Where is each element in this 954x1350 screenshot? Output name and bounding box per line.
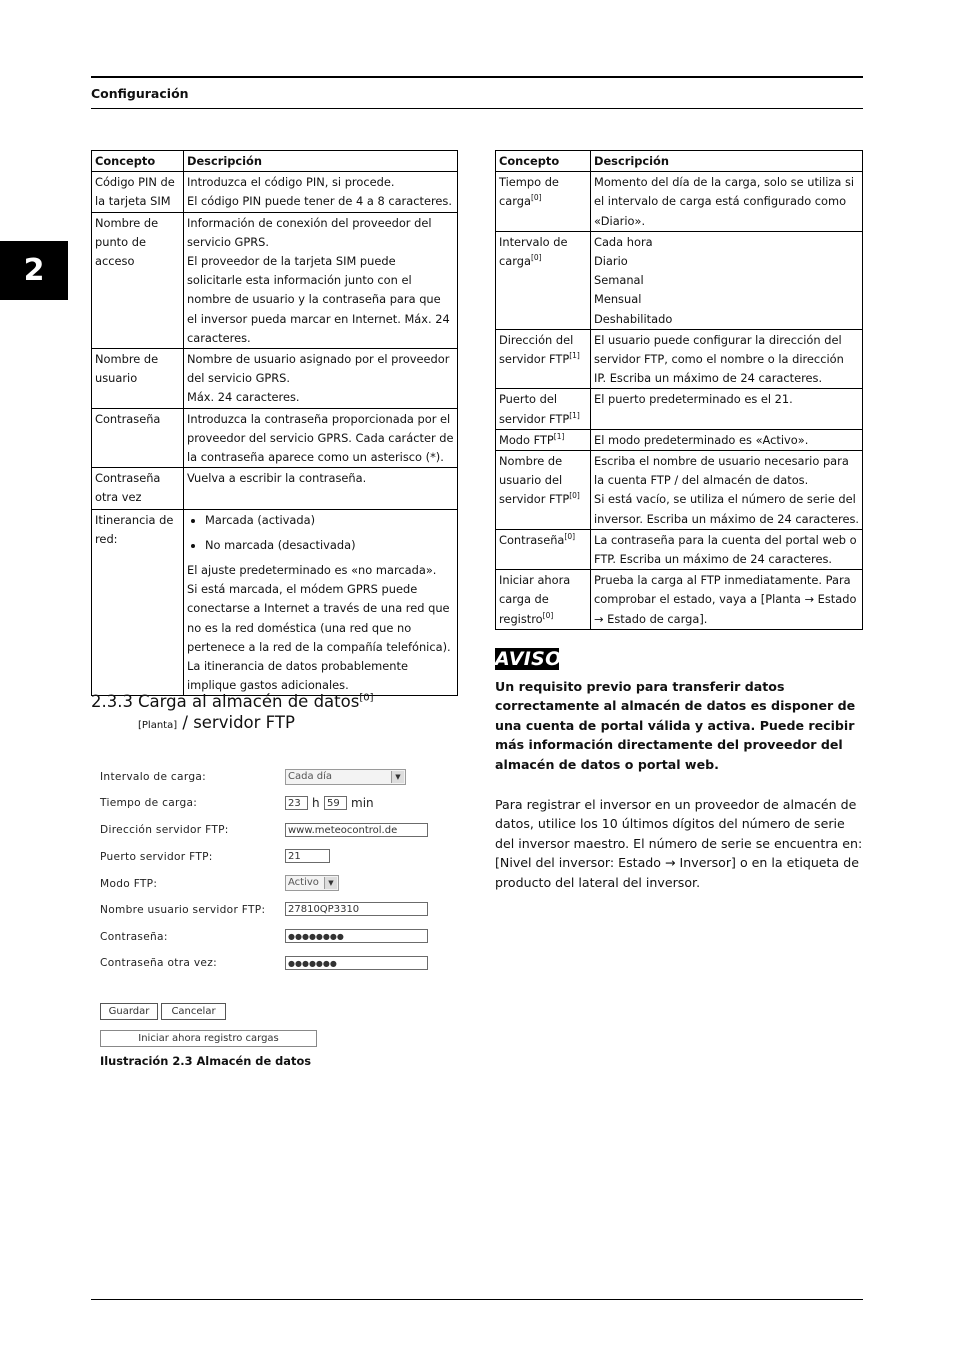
description-line: Máx. 24 caracteres.	[187, 390, 300, 405]
concept-text: Tiempo de carga	[499, 175, 559, 209]
description-line: Prueba la carga al FTP inmediatamente. Para comprobar el estado, vaya a [Planta → Estado → Estado de carga].	[594, 573, 857, 626]
header-top-rule	[91, 76, 863, 78]
concept-text: Iniciar ahora carga de registro	[499, 573, 571, 626]
password-confirm-input[interactable]: ●●●●●●●	[285, 956, 428, 970]
section-title-suffix: / servidor FTP	[177, 713, 295, 732]
description-line: Introduzca el código PIN, si procede.	[187, 175, 395, 190]
description-cell	[591, 451, 863, 530]
table-row	[92, 509, 458, 696]
ftp-address-input[interactable]: www.meteocontrol.de	[285, 823, 428, 837]
description-line: Si está vacío, se utiliza el número de serie del inversor. Escriba un máximo de 24 caracteres.	[594, 492, 860, 526]
body-paragraph: Para registrar el inversor en un proveedor de almacén de datos, utilice los 10 últimos dígitos del número de serie del inversor maestro. El número de serie se encuentra en: [Nivel del inversor: Estado → Inversor] o en la etiqueta de producto del lateral del inversor.	[495, 797, 863, 890]
description-line: El usuario puede configurar la dirección del servidor FTP, como el nombre o la dirección IP. Escriba un máximo de 24 caracteres.	[594, 332, 844, 386]
table-row	[92, 349, 458, 409]
table-row	[92, 408, 458, 468]
description-line: Mensual	[594, 292, 642, 307]
ftp-settings-table	[495, 150, 863, 630]
table-row	[496, 172, 863, 232]
description-line: Nombre de usuario asignado por el proveedor del servicio GPRS.	[187, 352, 450, 386]
password-label: Contraseña:	[100, 931, 168, 943]
concept-cell: Contraseña	[92, 408, 184, 468]
list-item: • No marcada (desactivada)	[205, 536, 454, 555]
description-line: Información de conexión del proveedor del servicio GPRS.	[187, 215, 432, 249]
concept-cell: Nombre de usuario	[92, 349, 184, 409]
table-header-row	[496, 151, 863, 172]
upload-time-label: Tiempo de carga:	[100, 797, 198, 809]
password-confirm-label: Contraseña otra vez:	[100, 957, 217, 969]
concept-cell	[496, 329, 591, 389]
description-cell	[184, 408, 458, 468]
footer-rule	[91, 1299, 863, 1300]
footnote-ref: [1]	[553, 432, 565, 442]
footnote-ref: [1]	[569, 351, 580, 361]
table-row	[496, 231, 863, 329]
description-cell	[184, 468, 458, 509]
description-cell	[591, 329, 863, 389]
concept-cell	[496, 529, 591, 569]
section-number: 2.3.3	[91, 692, 133, 711]
header-concept: Concepto	[92, 151, 184, 172]
concept-cell	[496, 231, 591, 329]
description-cell	[591, 529, 863, 569]
concept-text: Contraseña	[499, 532, 565, 547]
concept-text: Dirección del servidor FTP	[499, 332, 574, 367]
description-line: Momento del día de la carga, solo se utiliza si el intervalo de carga está configurado como «Diario».	[594, 175, 855, 228]
description-line: Semanal	[594, 273, 644, 288]
concept-cell: Contraseña otra vez	[92, 468, 184, 509]
upload-hours-input[interactable]: 23	[285, 796, 308, 810]
concept-cell	[496, 429, 591, 450]
table-row	[496, 429, 863, 450]
gprs-settings-table	[91, 150, 458, 696]
roaming-options-list	[187, 511, 454, 555]
ftp-port-label: Puerto servidor FTP:	[100, 851, 213, 863]
header-concept: Concepto	[496, 151, 591, 172]
table-row	[92, 212, 458, 348]
description-line: El modo predeterminado es «Activo».	[594, 432, 809, 447]
description-cell	[591, 231, 863, 329]
section-title-text: Carga al almacén de datos	[138, 692, 360, 711]
description-line: La itinerancia de datos probablemente implique gastos adicionales.	[187, 659, 408, 693]
upload-interval-select[interactable]	[285, 769, 406, 785]
cancel-button[interactable]: Cancelar	[161, 1003, 226, 1020]
description-line: Introduzca la contraseña proporcionada por el proveedor del servicio GPRS. Cada carácter de la contraseña aparece como un asterisco (*).	[187, 411, 454, 465]
table-row	[496, 570, 863, 630]
footnote-ref: [0]	[530, 193, 542, 203]
description-line: El puerto predeterminado es el 21.	[594, 392, 793, 407]
datalogger-ftp-form	[91, 760, 451, 1060]
table-row	[496, 329, 863, 389]
ftp-port-input[interactable]: 21	[285, 849, 330, 863]
ftp-mode-value: Activo	[288, 877, 319, 888]
table-row	[92, 172, 458, 212]
description-cell	[184, 172, 458, 212]
hours-unit: h	[312, 796, 320, 810]
description-cell	[591, 172, 863, 232]
concept-text: Intervalo de carga	[499, 234, 568, 269]
upload-interval-label: Intervalo de carga:	[100, 771, 206, 783]
footnote-ref: [0]	[569, 491, 580, 501]
description-line: La contraseña para la cuenta del portal web o FTP. Escriba un máximo de 24 caracteres.	[594, 532, 857, 567]
table-header-row	[92, 151, 458, 172]
header-description: Descripción	[591, 151, 863, 172]
table-row	[496, 529, 863, 569]
section-title-sup: [0]	[359, 692, 374, 704]
table-row	[92, 468, 458, 509]
description-cell	[591, 389, 863, 429]
header-bottom-rule	[91, 108, 863, 109]
footnote-ref: [0]	[530, 253, 542, 263]
description-cell	[184, 349, 458, 409]
ftp-mode-select[interactable]	[285, 875, 339, 891]
ftp-mode-label: Modo FTP:	[100, 878, 158, 890]
description-line: Diario	[594, 254, 628, 269]
description-line: Vuelva a escribir la contraseña.	[187, 471, 367, 486]
ftp-username-input[interactable]: 27810QP3310	[285, 902, 428, 916]
ftp-username-label: Nombre usuario servidor FTP:	[100, 904, 266, 916]
description-line: El proveedor de la tarjeta SIM puede solicitarle esta información junto con el nombre de usuario y la contraseña para que el inversor pueda marcar en Internet. Máx. 24 caracteres.	[187, 254, 450, 345]
footnote-ref: [0]	[564, 532, 576, 542]
concept-text: Puerto del servidor FTP	[499, 392, 570, 426]
concept-cell: Código PIN de la tarjeta SIM	[92, 172, 184, 212]
section-title-line2	[138, 713, 295, 736]
footnote-ref: [0]	[542, 610, 554, 620]
upload-interval-value: Cada día	[288, 771, 333, 782]
header-description: Descripción	[184, 151, 458, 172]
minutes-unit: min	[351, 796, 374, 810]
ftp-address-label: Dirección servidor FTP:	[100, 824, 229, 836]
concept-cell	[496, 451, 591, 530]
description-cell	[591, 570, 863, 630]
concept-text: Nombre de usuario del servidor FTP	[499, 454, 570, 507]
concept-cell	[496, 389, 591, 429]
upload-now-button[interactable]: Iniciar ahora registro cargas	[100, 1030, 317, 1047]
notice-label: AVISO!	[495, 648, 571, 670]
description-cell	[184, 212, 458, 348]
description-line: Escriba el nombre de usuario necesario para la cuenta FTP / del almacén de datos.	[594, 454, 849, 488]
figure-caption: Ilustración 2.3 Almacén de datos	[100, 1054, 312, 1068]
chapter-tab: 2	[0, 241, 68, 300]
save-button[interactable]: Guardar	[100, 1003, 158, 1020]
concept-cell: Nombre de punto de acceso	[92, 212, 184, 348]
description-cell	[184, 509, 458, 696]
footnote-ref: [1]	[569, 410, 580, 420]
concept-cell: Itinerancia de red:	[92, 509, 184, 696]
chevron-down-icon: ▼	[391, 771, 404, 783]
description-line: Cada hora	[594, 234, 653, 249]
description-line: El ajuste predeterminado es «no marcada».	[187, 563, 437, 578]
concept-cell	[496, 172, 591, 232]
description-cell	[591, 429, 863, 450]
notice-text: Un requisito previo para transferir datos correctamente al almacén de datos es disponer de una cuenta de portal válida y activa. Puede recibir más información directamente del proveedor del almacén de datos o portal web.	[495, 679, 856, 772]
table-row	[496, 389, 863, 429]
table-row	[496, 451, 863, 530]
header-title: Configuración	[91, 86, 189, 101]
password-input[interactable]: ●●●●●●●●	[285, 929, 428, 943]
description-line: Deshabilitado	[594, 311, 673, 326]
concept-cell	[496, 570, 591, 630]
description-line: El código PIN puede tener de 4 a 8 caracteres.	[187, 194, 452, 209]
upload-minutes-input[interactable]: 59	[324, 796, 347, 810]
list-item: • Marcada (activada)	[205, 511, 454, 530]
section-title	[138, 692, 374, 712]
description-line: Si está marcada, el módem GPRS puede conectarse a Internet a través de una red que no es la red doméstica (una red que no pertenece a la red de la compañía telefónica).	[187, 582, 451, 654]
chevron-down-icon: ▼	[324, 877, 337, 889]
section-title-sub: [Planta]	[138, 720, 178, 731]
concept-text: Modo FTP	[499, 432, 554, 447]
